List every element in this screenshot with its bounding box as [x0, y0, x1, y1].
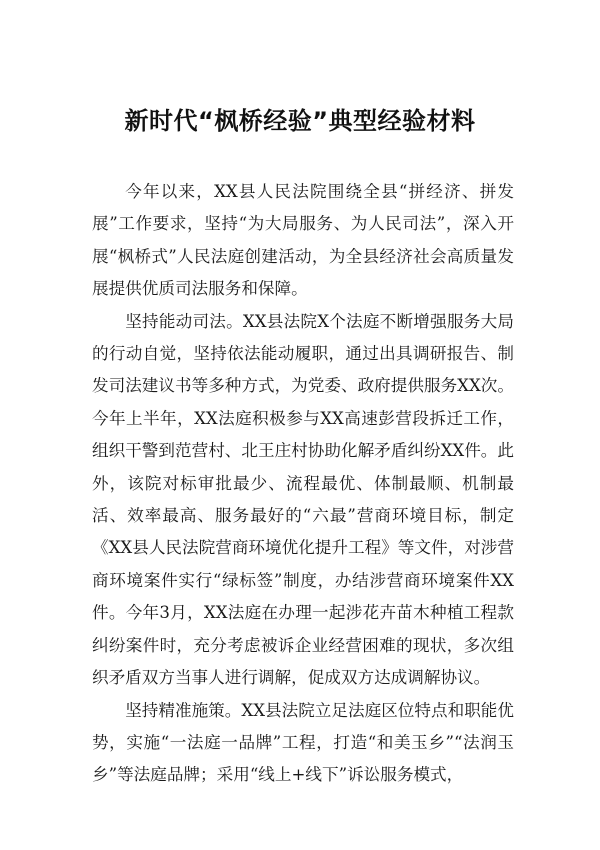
paragraph-intro: 今年以来，XX县人民法院围绕全县“拼经济、拼发展”工作要求，坚持“为大局服务、为人民司法”，深入开展“枫桥式”人民法庭创建活动，为全县经济社会高质量发展提供优质司法服务和保障。 — [92, 182, 514, 299]
document-body — [92, 176, 514, 792]
document-title: 新时代“枫桥经验”典型经验材料 — [124, 107, 476, 135]
paragraph-proactive-justice: 坚持能动司法。XX县法院X个法庭不断增强服务大局的行动自觉，坚持依法能动履职，通过出具调研报告、制发司法建议书等多种方式，为党委、政府提供服务XX次。今年上半年，XX法庭积极参与XX高速彭营段拆迁工作，组织干警到范营村、北王庄村协助化解矛盾纠纷XX件。此外，该院对标审批最少、流程最优、体制最顺、机制最活、效率最高、服务最好的“六最”营商环境目标，制定《XX县人民法院营商环境优化提升工程》等文件，对涉营商环境案件实行“绿标签”制度，办结涉营商环境案件XX件。今年3月，XX法庭在办理一起涉花卉苗木种植工程款纠纷案件时，充分考虑被诉企业经营困难的现状，多次组织矛盾双方当事人进行调解，促成双方达成调解协议。 — [92, 311, 514, 688]
paragraph-precise-measures: 坚持精准施策。XX县法院立足法庭区位特点和职能优势，实施“一法庭一品牌”工程，打造“和美玉乡”“法润玉乡”等法庭品牌；采用“线上+线下”诉讼服务模式， — [92, 700, 514, 785]
